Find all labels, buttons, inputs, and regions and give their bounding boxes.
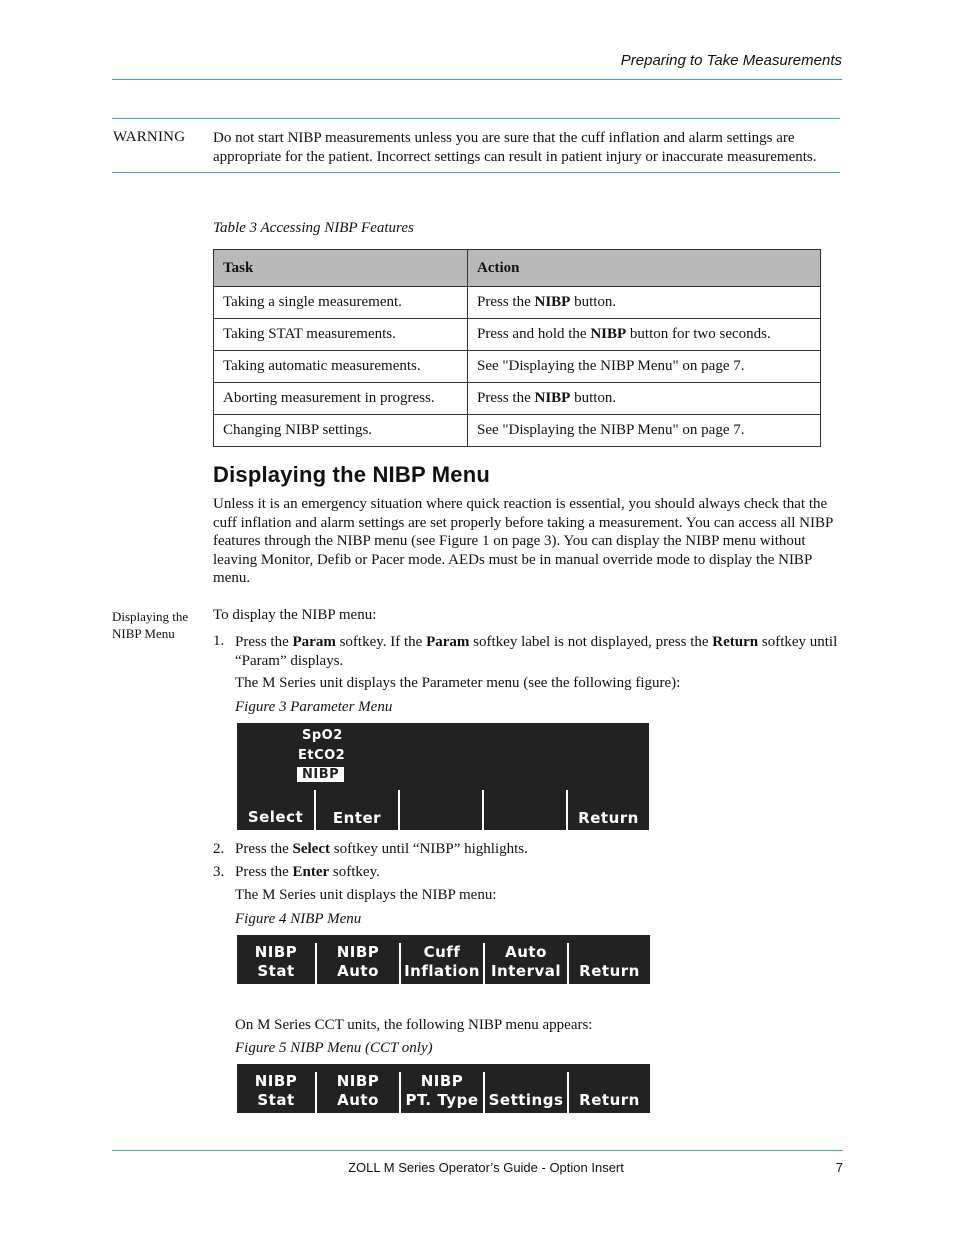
step-2-number: 2. <box>213 841 225 857</box>
softkey-divider <box>482 790 484 830</box>
softkey-select: Select <box>247 808 304 826</box>
header-rule <box>112 79 842 80</box>
nibp-cct-menu-screen <box>237 1064 650 1113</box>
table-header-row <box>214 250 821 287</box>
action-cell: Press the NIBP button. <box>468 383 821 415</box>
task-cell: Taking automatic measurements. <box>214 351 468 383</box>
softkey-cuff-inflation: Cuff Inflation <box>404 943 480 980</box>
table-row <box>214 351 821 383</box>
table-caption: Table 3 Accessing NIBP Features <box>213 220 414 236</box>
running-header: Preparing to Take Measurements <box>620 52 842 69</box>
parameter-menu-screen <box>237 723 649 830</box>
step-1-result: The M Series unit displays the Parameter menu (see the following figure): <box>235 675 681 691</box>
step-2-text: Press the Select softkey until “NIBP” highlights. <box>235 841 528 857</box>
step-3-result: The M Series unit displays the NIBP menu: <box>235 887 497 903</box>
nibp-features-table <box>213 249 821 447</box>
column-header-action: Action <box>468 250 821 287</box>
softkey-return: Return <box>579 962 640 980</box>
footer-title: ZOLL M Series Operator’s Guide - Option Insert <box>348 1160 624 1175</box>
warning-bottom-rule <box>112 172 840 173</box>
softkey-settings: Settings <box>488 1091 564 1109</box>
figure-4-caption: Figure 4 NIBP Menu <box>235 911 362 927</box>
warning-label: WARNING <box>113 129 186 145</box>
figure-3-caption: Figure 3 Parameter Menu <box>235 699 393 715</box>
table-row <box>214 287 821 319</box>
step-1-text: Press the Param softkey. If the Param softkey label is not displayed, press the Return softkey until “Param” displays. <box>235 634 838 669</box>
table-row <box>214 383 821 415</box>
menu-item-spo2: SpO2 <box>302 728 343 743</box>
menu-item-etco2: EtCO2 <box>298 748 346 763</box>
step-3-number: 3. <box>213 864 225 880</box>
softkey-enter: Enter <box>332 809 382 827</box>
softkey-nibp-auto: NIBP Auto <box>336 943 380 980</box>
softkey-auto-interval: Auto Interval <box>490 943 562 980</box>
warning-text: Do not start NIBP measurements unless you are sure that the cuff inflation and alarm settings are appropriate for the patient. Incorrect settings can result in patient injury or inaccurate measurements. <box>213 130 817 165</box>
action-cell: Press the NIBP button. <box>468 287 821 319</box>
footer-rule <box>112 1150 843 1151</box>
menu-item-nibp-highlighted: NIBP <box>297 767 344 782</box>
column-header-task: Task <box>214 250 468 287</box>
step-1-number: 1. <box>213 633 225 649</box>
softkey-nibp-auto: NIBP Auto <box>336 1072 380 1109</box>
softkey-divider <box>398 790 400 830</box>
table-row <box>214 319 821 351</box>
softkey-nibp-stat: NIBP Stat <box>254 1072 298 1109</box>
figure-5-caption: Figure 5 NIBP Menu (CCT only) <box>235 1040 433 1056</box>
action-cell: See "Displaying the NIBP Menu" on page 7. <box>468 351 821 383</box>
step-3-text: Press the Enter softkey. <box>235 864 380 880</box>
intro-paragraph: Unless it is an emergency situation where quick reaction is essential, you should always check that the cuff inflation and alarm settings are set properly before taking a measurement. You can access all NIBP features through the NIBP menu (see Figure 1 on page 3). You can display the NIBP menu without leaving Monitor, Defib or Pacer mode. AEDs must be in manual override mode to display the NIBP menu. <box>213 496 833 587</box>
softkey-return: Return <box>578 809 639 827</box>
cct-note: On M Series CCT units, the following NIBP menu appears: <box>235 1017 593 1033</box>
task-cell: Taking STAT measurements. <box>214 319 468 351</box>
nibp-menu-screen <box>237 935 650 984</box>
warning-top-rule <box>112 118 840 119</box>
task-cell: Taking a single measurement. <box>214 287 468 319</box>
softkey-nibp-pt-type: NIBP PT. Type <box>405 1072 479 1109</box>
softkey-nibp-stat: NIBP Stat <box>254 943 298 980</box>
page-number: 7 <box>835 1160 843 1175</box>
section-heading: Displaying the NIBP Menu <box>213 462 490 487</box>
task-cell: Aborting measurement in progress. <box>214 383 468 415</box>
table-row <box>214 415 821 447</box>
action-cell: Press and hold the NIBP button for two seconds. <box>468 319 821 351</box>
task-cell: Changing NIBP settings. <box>214 415 468 447</box>
action-cell: See "Displaying the NIBP Menu" on page 7. <box>468 415 821 447</box>
steps-lead: To display the NIBP menu: <box>213 607 377 623</box>
softkey-return: Return <box>579 1091 640 1109</box>
side-note: Displaying the NIBP Menu <box>112 609 189 641</box>
